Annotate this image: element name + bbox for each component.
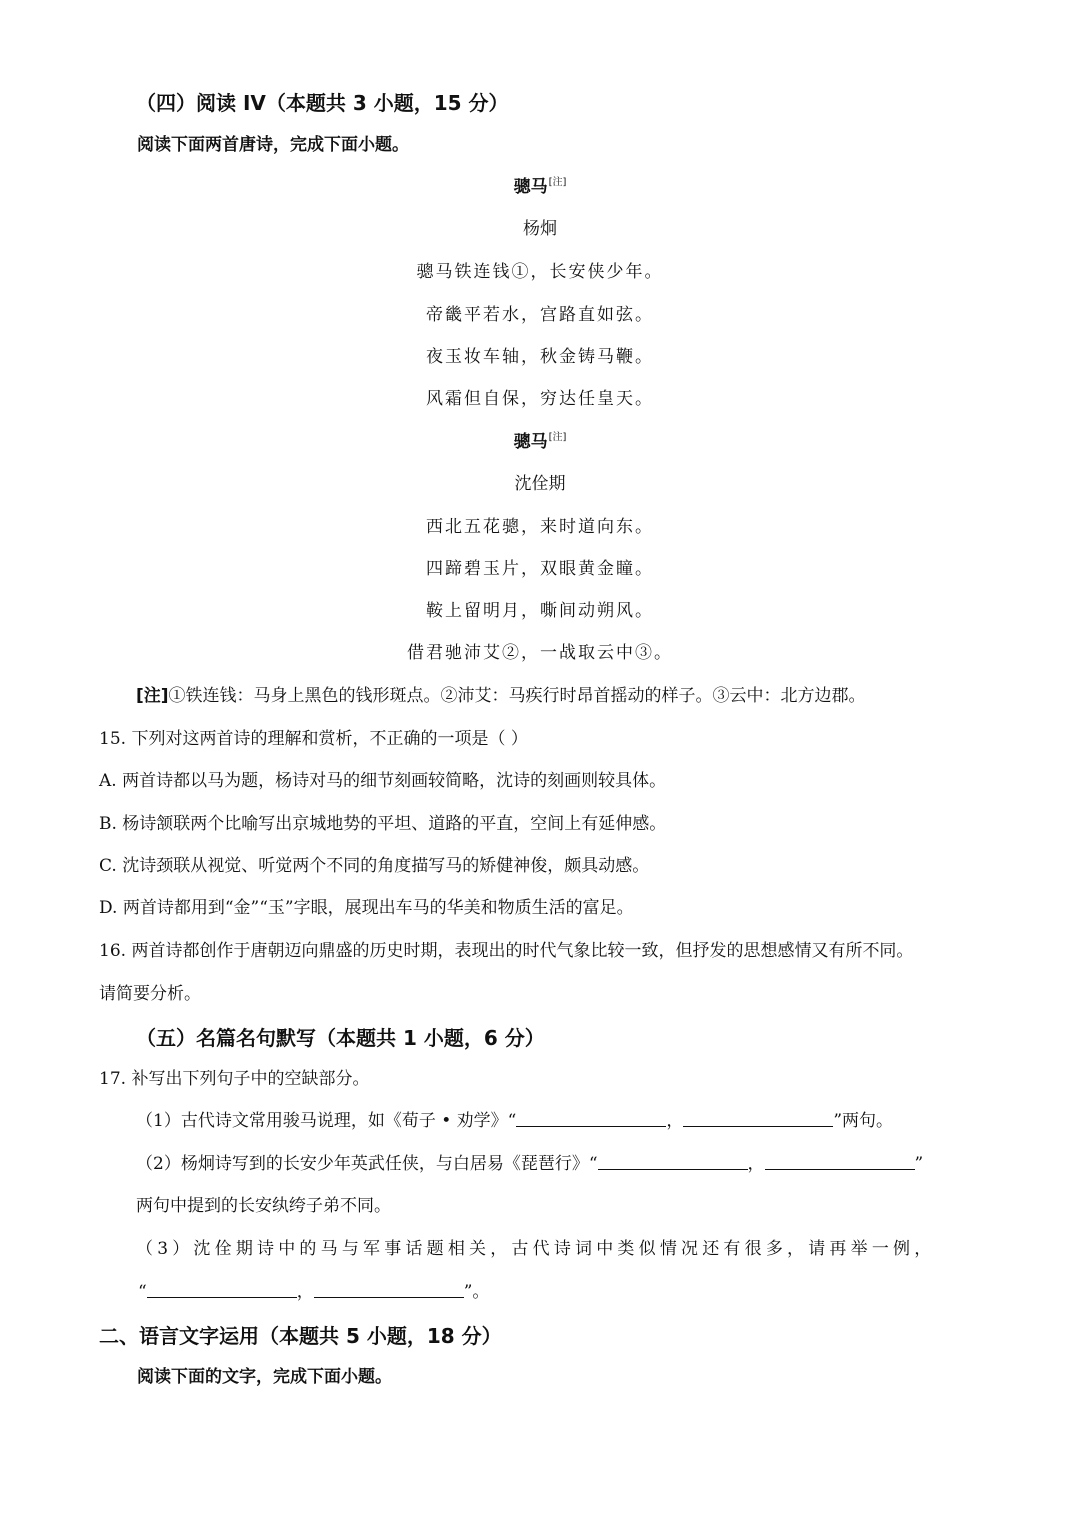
question-17-part-2-cont: 两句中提到的长安纨绔子弟不同。 <box>136 1196 391 1216</box>
poem-line: 鞍上留明月，嘶间动朔风。 <box>426 601 654 621</box>
part-2-heading: 二、语言文字运用（本题共 5 小题，18 分） <box>99 1324 502 1348</box>
option-c: C. 沈诗颈联从视觉、听觉两个不同的角度描写马的矫健神俊，颇具动感。 <box>99 856 650 876</box>
poem-line: 风霜但自保，穷达任皇天。 <box>426 389 654 409</box>
section-instruction: 阅读下面两首唐诗，完成下面小题。 <box>137 135 409 155</box>
poem-author: 杨炯 <box>523 219 557 239</box>
section-heading-4: （四）阅读 IV（本题共 3 小题，15 分） <box>136 91 509 115</box>
note-marker: [注] <box>548 432 567 443</box>
answer-blank[interactable] <box>314 1296 464 1298</box>
option-a: A. 两首诗都以马为题，杨诗对马的细节刻画较简略，沈诗的刻画则较具体。 <box>99 771 667 791</box>
answer-blank[interactable] <box>598 1168 748 1170</box>
question-17-part-2: （2）杨炯诗写到的长安少年英武任侠，与白居易《琵琶行》“ ， ” <box>136 1154 924 1174</box>
part-2-instruction: 阅读下面的文字，完成下面小题。 <box>137 1367 392 1387</box>
poem-title: 骢马[注] <box>513 432 567 452</box>
option-b: B. 杨诗颔联两个比喻写出京城地势的平坦、道路的平直，空间上有延伸感。 <box>99 814 667 834</box>
question-17-stem: 17. 补写出下列句子中的空缺部分。 <box>99 1069 370 1089</box>
question-16-stem: 16. 两首诗都创作于唐朝迈向鼎盛的历史时期，表现出的时代气象比较一致，但抒发的思想感情又有所不同。 <box>99 941 914 961</box>
poem-line: 夜玉妆车轴，秋金铸马鞭。 <box>426 347 654 367</box>
answer-blank[interactable] <box>683 1125 833 1127</box>
option-d: D. 两首诗都用到“金”“玉”字眼，展现出车马的华美和物质生活的富足。 <box>99 898 634 918</box>
poem-line: 帝畿平若水，宫路直如弦。 <box>426 305 654 325</box>
question-17-part-3: （3）沈佺期诗中的马与军事话题相关，古代诗词中类似情况还有很多，请再举一例， <box>136 1239 936 1259</box>
poem-author: 沈佺期 <box>514 474 566 494</box>
question-16-cont: 请简要分析。 <box>99 984 201 1004</box>
question-17-part-1: （1）古代诗文常用骏马说理，如《荀子 • 劝学》“ ， ”两句。 <box>136 1111 894 1131</box>
answer-blank[interactable] <box>765 1168 915 1170</box>
question-17-part-3-blanks: “ ， ”。 <box>138 1282 490 1302</box>
answer-blank[interactable] <box>516 1125 666 1127</box>
note-marker: [注] <box>548 177 567 188</box>
section-heading-5: （五）名篇名句默写（本题共 1 小题，6 分） <box>136 1026 545 1050</box>
poem-line: 四蹄碧玉片，双眼黄金瞳。 <box>426 559 654 579</box>
poem-line: 借君驰沛艾②，一战取云中③。 <box>407 643 673 663</box>
poem-line: 骢马铁连钱①，长安侠少年。 <box>416 262 664 282</box>
annotation-note: [注]①铁连钱：马身上黑色的钱形斑点。②沛艾：马疾行时昂首摇动的样子。③云中：北方边郡。 <box>136 686 866 706</box>
question-15-stem: 15. 下列对这两首诗的理解和赏析，不正确的一项是（ ） <box>99 729 528 749</box>
poem-line: 西北五花骢，来时道向东。 <box>426 517 654 537</box>
poem-title: 骢马[注] <box>513 177 567 197</box>
answer-blank[interactable] <box>147 1296 297 1298</box>
note-tag: [注] <box>136 686 169 706</box>
